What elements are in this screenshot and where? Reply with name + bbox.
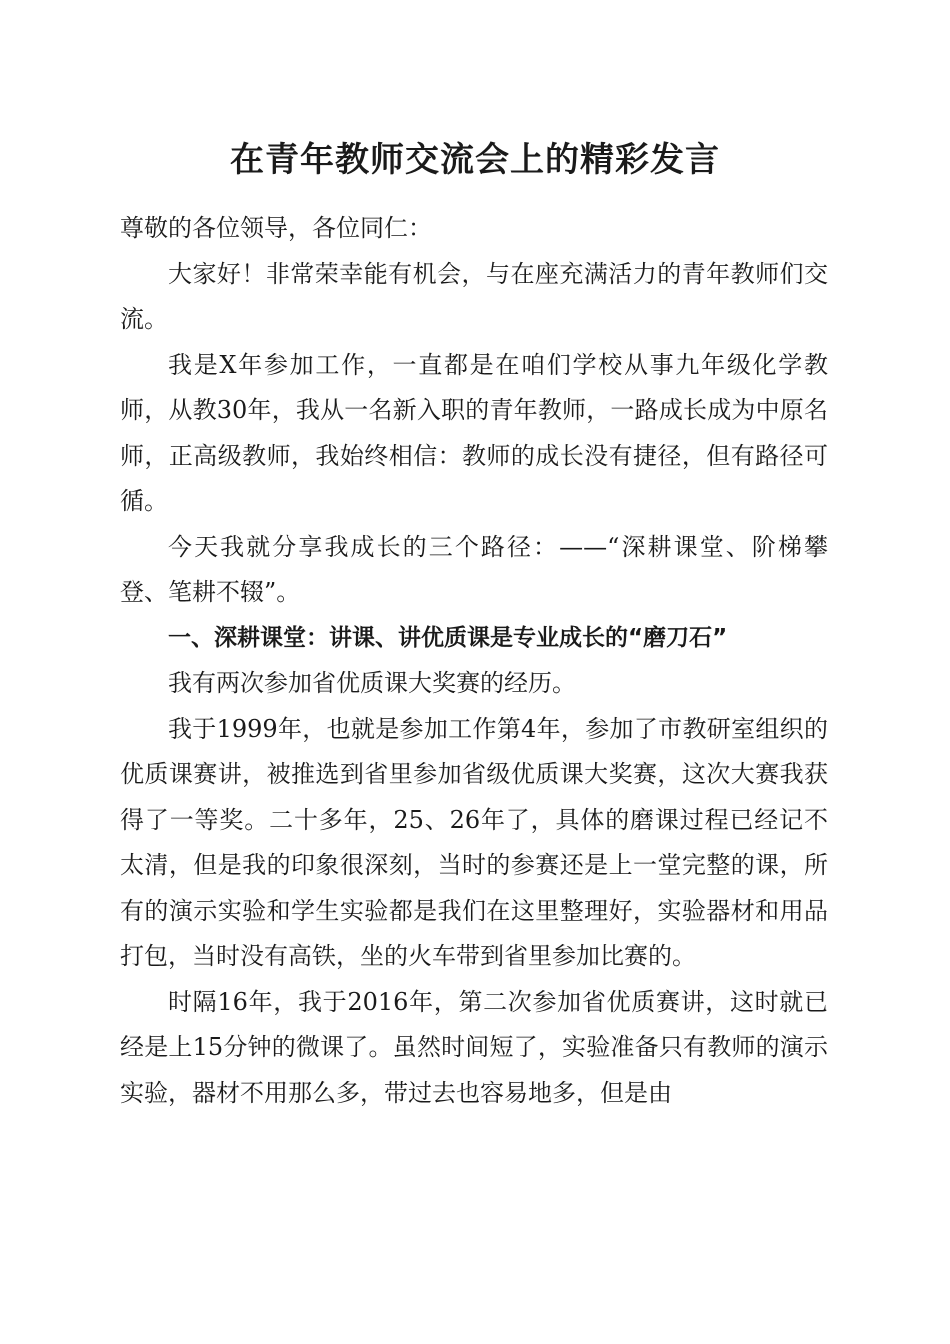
paragraph-2016-contest: 时隔16年，我于2016年，第二次参加省优质赛讲，这时就已经是上15分钟的微课了。虽然时间短了，实验准备只有教师的演示实验，器材不用那么多，带过去也容易地多，但是由	[120, 987, 828, 1107]
paragraph-1999-contest: 我于1999年，也就是参加工作第4年，参加了市教研室组织的优质课赛讲，被推选到省里参加省级优质课大奖赛，这次大赛我获得了一等奖。二十多年，25、26年了，具体的磨课过程已经记不太清，但是我的印象很深刻，当时的参赛还是上一堂完整的课，所有的演示实验和学生实验都是我们在这里整理好，实验器材和用品打包，当时没有高铁，坐的火车带到省里参加比赛的。	[120, 714, 828, 970]
salutation: 尊敬的各位领导，各位同仁：	[120, 214, 432, 242]
paragraph-two-contests: 我有两次参加省优质课大奖赛的经历。	[168, 669, 576, 697]
paragraph-introduction: 我是X年参加工作，一直都是在咱们学校从事九年级化学教师，从教30年，我从一名新入职的青年教师，一路成长成为中原名师，正高级教师，我始终相信：教师的成长没有捷径，但有路径可循。	[120, 350, 828, 515]
paragraph-three-paths: 今天我就分享我成长的三个路径：——“深耕课堂、阶梯攀登、笔耕不辍”。	[120, 532, 828, 606]
section-heading: 一、深耕课堂：讲课、讲优质课是专业成长的“磨刀石”	[168, 624, 728, 651]
document-title: 在青年教师交流会上的精彩发言	[230, 140, 720, 180]
document-body	[120, 206, 828, 1116]
paragraph-greeting: 大家好！非常荣幸能有机会，与在座充满活力的青年教师们交流。	[120, 259, 828, 333]
